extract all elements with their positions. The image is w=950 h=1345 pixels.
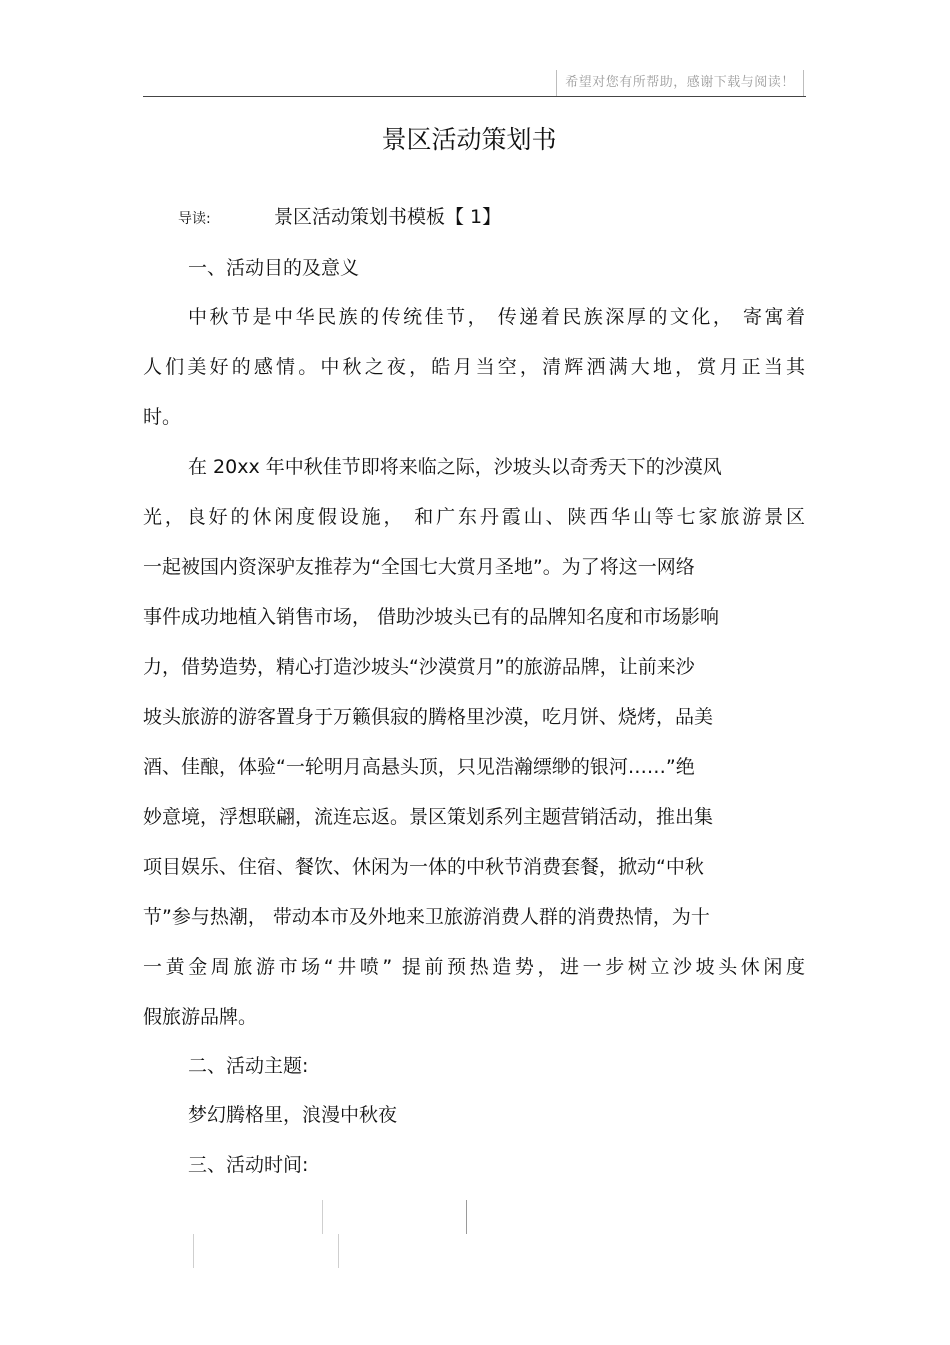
section1-para2-line: 力，借势造势，精心打造沙坡头“沙漠赏月”的旅游品牌，让前来沙 (143, 656, 695, 678)
section1-para1-line: 时。 (143, 406, 182, 428)
section1-para1-line: 人们美好的感情。中秋之夜，皓月当空，清辉洒满大地，赏月正当其 (143, 356, 805, 378)
section1-para2-line: 一黄金周旅游市场“井喷” 提前预热造势，进一步树立沙坡头休闲度 (143, 956, 805, 978)
table-border-fragment (193, 1234, 194, 1268)
section1-para2-line: 事件成功地植入销售市场， 借助沙坡头已有的品牌知名度和市场影响 (143, 606, 720, 628)
table-border-fragment (322, 1200, 323, 1234)
document-title: 景区活动策划书 (381, 125, 557, 154)
section2-theme: 梦幻腾格里，浪漫中秋夜 (188, 1104, 398, 1126)
section1-para2-line: 坡头旅游的游客置身于万籁俱寂的腾格里沙漠，吃月饼、烧烤，品美 (143, 706, 714, 728)
section1-para2-line: 在 20xx 年中秋佳节即将来临之际，沙坡头以奇秀天下的沙漠风 (188, 456, 722, 478)
section1-para2-line: 项目娱乐、住宿、餐饮、休闲为一体的中秋节消费套餐，掀动“中秋 (143, 856, 704, 878)
section1-heading: 一、活动目的及意义 (188, 257, 360, 279)
header-note: 希望对您有所帮助，感谢下载与阅读！ (556, 70, 804, 96)
table-border-fragment (338, 1234, 339, 1268)
section1-para2-line: 一起被国内资深驴友推荐为“全国七大赏月圣地”。为了将这一网络 (143, 556, 695, 578)
table-border-fragment (466, 1200, 467, 1234)
section1-para2-line: 妙意境，浮想联翩，流连忘返。景区策划系列主题营销活动，推出集 (143, 806, 714, 828)
section3-heading: 三、活动时间: (188, 1154, 309, 1176)
section1-para2-line: 光，良好的休闲度假设施， 和广东丹霞山、陕西华山等七家旅游景区 (143, 506, 805, 528)
section1-para2-line: 酒、佳酿，体验“一轮明月高悬头顶，只见浩瀚缥缈的银河……”绝 (143, 756, 695, 778)
section1-para2-line: 节”参与热潮， 带动本市及外地来卫旅游消费人群的消费热情，为十 (143, 906, 710, 928)
section1-para1-line: 中秋节是中华民族的传统佳节， 传递着民族深厚的文化， 寄寓着 (188, 306, 805, 328)
section1-para2-line: 假旅游品牌。 (143, 1006, 258, 1028)
lead-line (178, 203, 818, 231)
header-rule (143, 96, 806, 97)
section2-heading: 二、活动主题: (188, 1055, 309, 1077)
lead-label: 导读: (178, 211, 211, 227)
lead-text: 景区活动策划书模板【 1】 (274, 206, 502, 228)
